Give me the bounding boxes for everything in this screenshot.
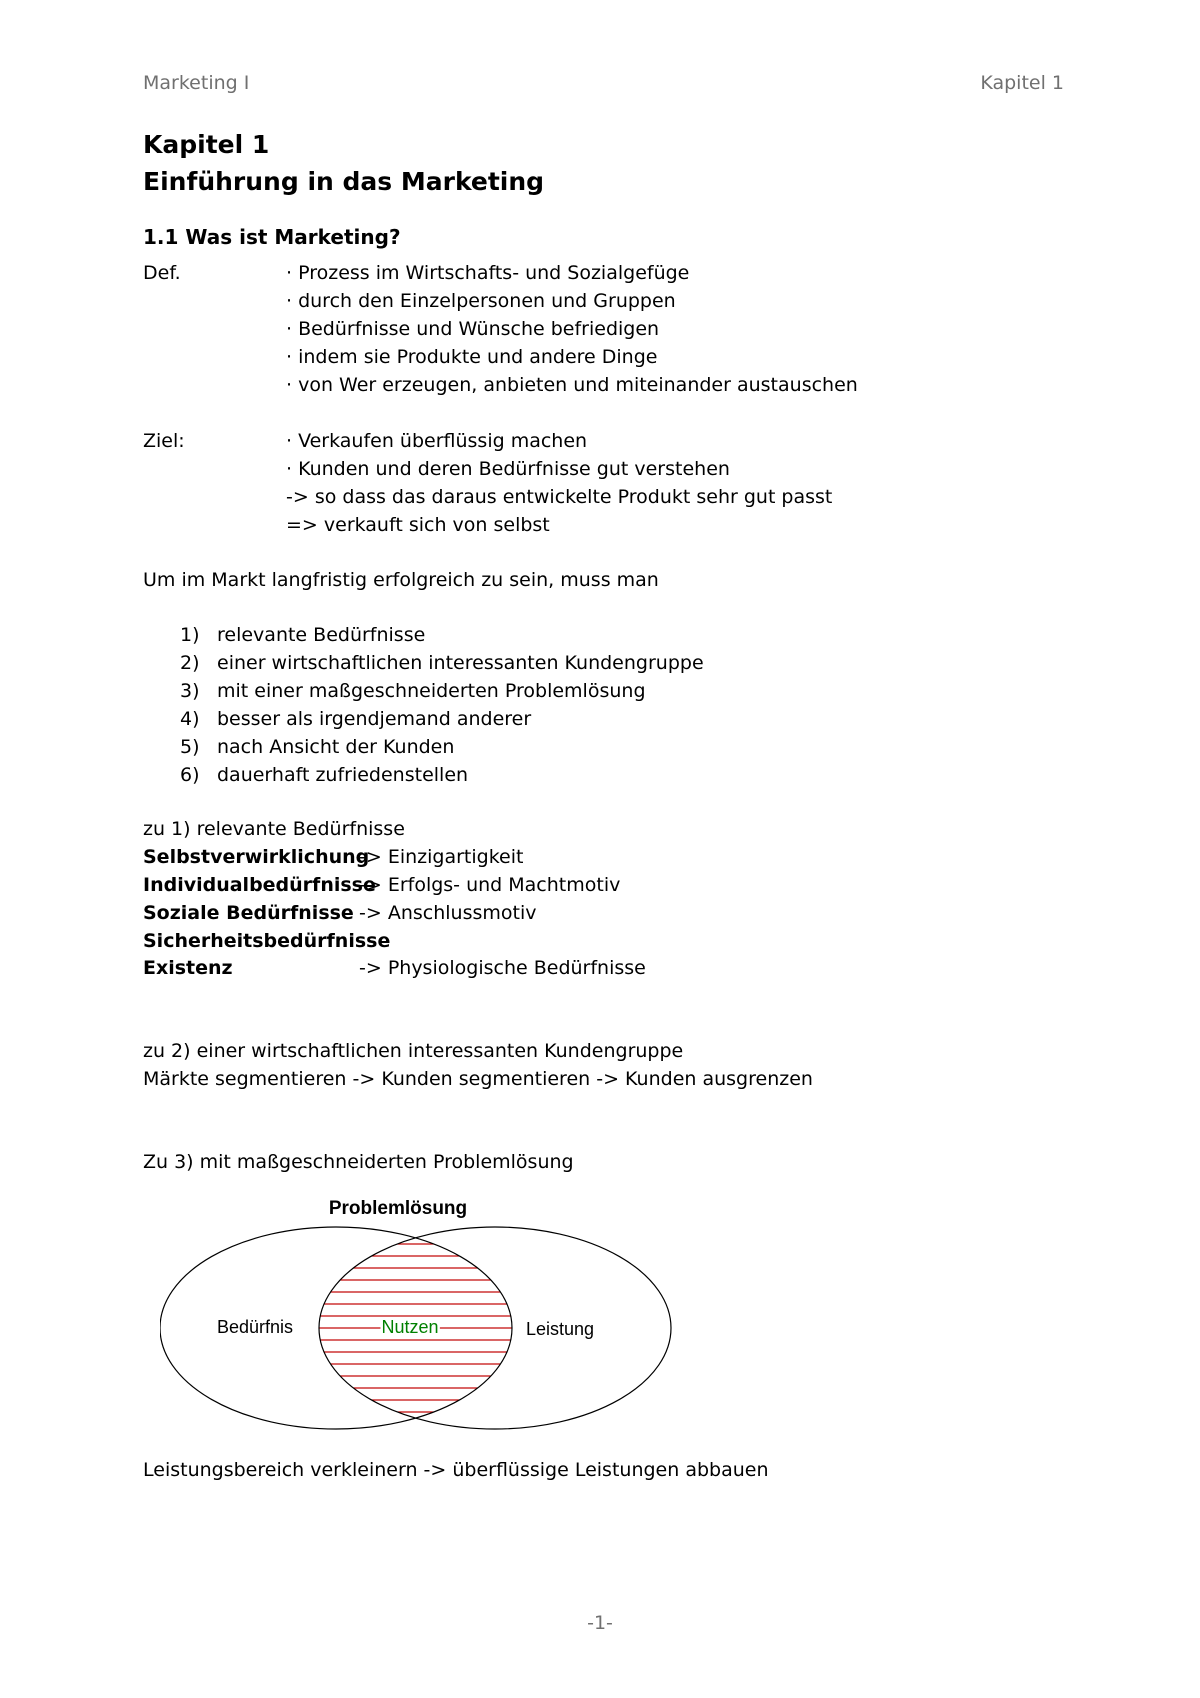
chapter-subtitle: Einführung in das Marketing: [143, 167, 545, 196]
goal-item: · Kunden und deren Bedürfnisse gut verstehen: [286, 458, 730, 480]
intersection-area: [319, 1227, 671, 1429]
needs-term: Sicherheitsbedürfnisse: [143, 930, 391, 952]
needs-term: Selbstverwirklichung: [143, 846, 370, 868]
list-item: dauerhaft zufriedenstellen: [217, 764, 469, 786]
solution-note: Leistungsbereich verkleinern -> überflüssige Leistungen abbauen: [143, 1459, 769, 1481]
definition-item: · Bedürfnisse und Wünsche befriedigen: [286, 318, 660, 340]
list-number: 6): [180, 764, 200, 786]
segment-heading: zu 2) einer wirtschaftlichen interessanten Kundengruppe: [143, 1040, 684, 1062]
list-item: besser als irgendjemand anderer: [217, 708, 532, 730]
definition-item: · durch den Einzelpersonen und Gruppen: [286, 290, 676, 312]
list-number: 4): [180, 708, 200, 730]
goal-item: => verkauft sich von selbst: [286, 514, 550, 536]
service-label: Leistung: [525, 1319, 595, 1339]
needs-desc: -> Anschlussmotiv: [359, 902, 537, 924]
needs-desc: -> Physiologische Bedürfnisse: [359, 957, 646, 979]
definition-label: Def.: [143, 262, 181, 284]
definition-item: · Prozess im Wirtschafts- und Sozialgefüge: [286, 262, 690, 284]
list-item: nach Ansicht der Kunden: [217, 736, 455, 758]
section-title: 1.1 Was ist Marketing?: [143, 225, 401, 249]
list-item: mit einer maßgeschneiderten Problemlösung: [217, 680, 646, 702]
goal-item: -> so dass das daraus entwickelte Produkt sehr gut passt: [286, 486, 833, 508]
chapter-title: Kapitel 1: [143, 130, 270, 159]
intro-text: Um im Markt langfristig erfolgreich zu sein, muss man: [143, 569, 659, 591]
list-number: 1): [180, 624, 200, 646]
goal-label: Ziel:: [143, 430, 185, 452]
benefit-label: Nutzen: [381, 1317, 439, 1337]
header-left: Marketing I: [143, 72, 250, 94]
list-item: relevante Bedürfnisse: [217, 624, 426, 646]
needs-term: Soziale Bedürfnisse: [143, 902, 354, 924]
list-number: 5): [180, 736, 200, 758]
needs-term: Existenz: [143, 957, 233, 979]
needs-heading: zu 1) relevante Bedürfnisse: [143, 818, 405, 840]
venn-diagram: [160, 1190, 680, 1440]
list-number: 3): [180, 680, 200, 702]
diagram-title: Problemlösung: [328, 1198, 468, 1219]
page-number: -1-: [587, 1612, 613, 1634]
need-label: Bedürfnis: [216, 1317, 294, 1337]
goal-item: · Verkaufen überflüssig machen: [286, 430, 588, 452]
solution-heading: Zu 3) mit maßgeschneiderten Problemlösung: [143, 1151, 574, 1173]
definition-item: · indem sie Produkte und andere Dinge: [286, 346, 658, 368]
list-item: einer wirtschaftlichen interessanten Kundengruppe: [217, 652, 704, 674]
needs-desc: -> Einzigartigkeit: [359, 846, 524, 868]
needs-term: Individualbedürfnisse: [143, 874, 376, 896]
header-right: Kapitel 1: [980, 72, 1064, 94]
segment-text: Märkte segmentieren -> Kunden segmentieren -> Kunden ausgrenzen: [143, 1068, 813, 1090]
needs-desc: -> Erfolgs- und Machtmotiv: [359, 874, 621, 896]
list-number: 2): [180, 652, 200, 674]
definition-item: · von Wer erzeugen, anbieten und miteinander austauschen: [286, 374, 858, 396]
